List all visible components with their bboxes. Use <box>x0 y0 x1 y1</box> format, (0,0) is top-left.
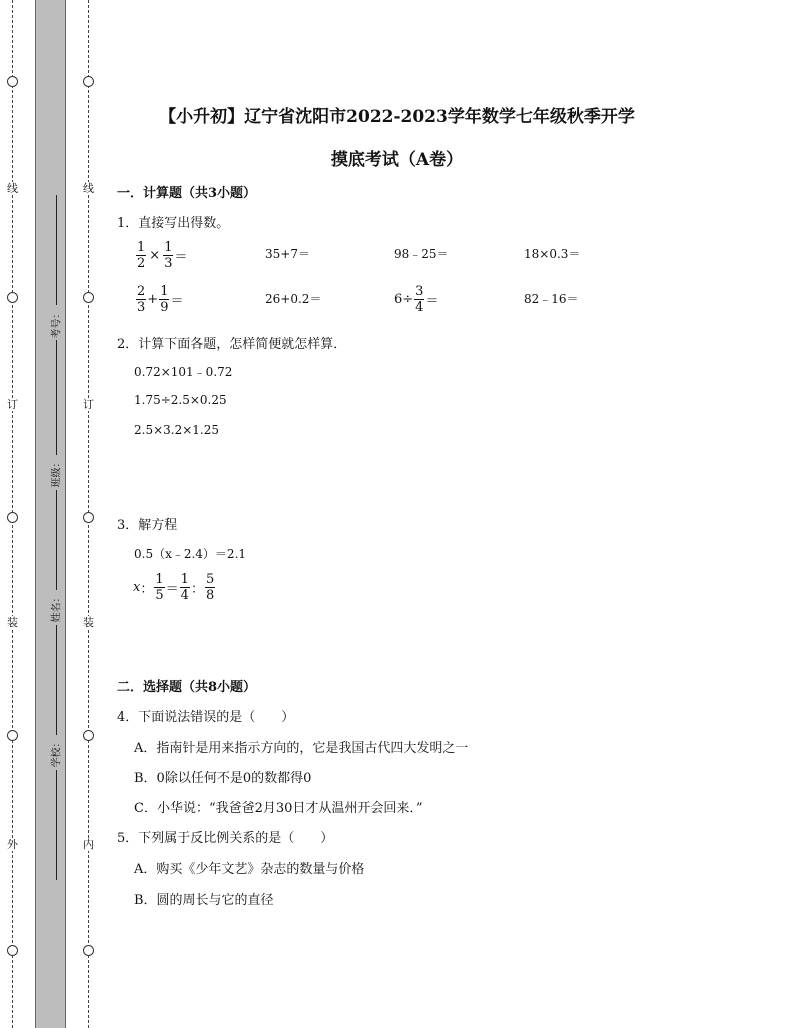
numerator: 1 <box>155 572 164 587</box>
field-label-name: 姓名： <box>51 592 63 623</box>
numerator: 5 <box>205 572 215 587</box>
q4-option-a: A．指南针是用来指示方向的，它是我国古代四大发明之一 <box>134 741 469 756</box>
binding-hole <box>7 292 18 303</box>
q5-option-a: A．购买《少年文艺》杂志的数量与价格 <box>134 862 365 877</box>
binding-hole <box>83 292 94 303</box>
section-heading-calculation: 一．计算题（共3小题） <box>117 186 257 201</box>
q1-item: 18×0.3＝ <box>524 247 581 261</box>
field-line <box>56 625 57 735</box>
fraction <box>163 240 173 271</box>
denominator: 4 <box>180 588 189 603</box>
equals-sign: ＝ <box>170 294 184 309</box>
binding-hole <box>83 945 94 956</box>
q3-equation-2 <box>133 572 216 603</box>
section-heading-choice: 二．选择题（共8小题） <box>117 680 257 695</box>
numerator: 1 <box>160 284 169 299</box>
margin-char-zhuang: 装 <box>83 616 94 629</box>
equals-sign: ＝ <box>425 294 439 309</box>
binding-hole <box>83 76 94 87</box>
fraction <box>205 572 215 603</box>
equals-sign: ＝ <box>174 250 188 265</box>
q4-option-c: C．小华说：“我爸爸2月30日才从温州开会回来．” <box>134 801 423 816</box>
margin-char-wai: 外 <box>7 838 18 851</box>
denominator: 9 <box>160 300 169 315</box>
denominator: 4 <box>415 300 424 315</box>
equals-sign: ＝ <box>165 582 179 597</box>
q1-item: 26+0.2＝ <box>265 292 322 306</box>
field-line <box>56 490 57 590</box>
operator: + <box>147 292 159 307</box>
margin-char-ding: 订 <box>7 398 18 411</box>
numerator: 1 <box>137 240 146 255</box>
field-line <box>56 340 57 455</box>
paper-title-line1: 【小升初】辽宁省沈阳市2022-2023学年数学七年级秋季开学 <box>159 107 635 127</box>
binding-hole <box>7 730 18 741</box>
field-label-class: 班级： <box>51 457 63 488</box>
q1-division-fraction <box>394 284 438 315</box>
margin-char-xian: 线 <box>83 182 94 195</box>
fraction <box>180 572 190 603</box>
margin-char-nei: 内 <box>83 838 94 851</box>
q1-item: 82﹣16＝ <box>524 292 579 306</box>
denominator: 2 <box>137 256 146 271</box>
fraction <box>159 284 169 315</box>
question-1-stem: 1．直接写出得数。 <box>117 216 230 231</box>
q1-item: 98﹣25＝ <box>394 247 449 261</box>
margin-char-ding: 订 <box>83 398 94 411</box>
margin-char-xian: 线 <box>7 182 18 195</box>
binding-hole <box>7 945 18 956</box>
denominator: 3 <box>164 256 173 271</box>
ratio-colon: ： <box>190 582 204 597</box>
fraction <box>154 572 164 603</box>
paper-title-line2: 摸底考试（A卷） <box>330 150 464 170</box>
q3-equation-1: 0.5（x﹣2.4）＝2.1 <box>134 547 247 561</box>
q1-fraction-sum <box>135 284 183 315</box>
binding-hole <box>83 730 94 741</box>
question-3-stem: 3．解方程 <box>117 518 178 533</box>
denominator: 3 <box>137 300 146 315</box>
numerator: 3 <box>415 284 424 299</box>
ratio-colon: ： <box>140 582 154 597</box>
margin-char-zhuang: 装 <box>7 616 18 629</box>
denominator: 8 <box>205 588 215 603</box>
fraction <box>136 284 146 315</box>
q1-item: 35+7＝ <box>265 247 310 261</box>
binding-hole <box>83 512 94 523</box>
fraction <box>414 284 424 315</box>
field-label-exam-number: 考号： <box>51 308 63 339</box>
binding-hole <box>7 512 18 523</box>
denominator: 5 <box>155 588 164 603</box>
q5-option-b: B．圆的周长与它的直径 <box>134 893 274 908</box>
field-line <box>56 195 57 305</box>
numerator: 2 <box>137 284 146 299</box>
question-2-stem: 2．计算下面各题，怎样简便就怎样算． <box>117 337 347 352</box>
question-5-stem: 5．下列属于反比例关系的是（ ） <box>117 831 334 846</box>
q4-option-b: B．0除以任何不是0的数都得0 <box>134 771 312 786</box>
q2-expression: 1.75÷2.5×0.25 <box>134 393 227 407</box>
q1-fraction-product <box>135 240 187 271</box>
field-line <box>56 770 57 880</box>
fraction <box>136 240 146 271</box>
q2-expression: 2.5×3.2×1.25 <box>134 423 219 437</box>
operator: × <box>149 248 161 263</box>
numerator: 1 <box>164 240 173 255</box>
q1-item-prefix: 6÷ <box>394 292 414 307</box>
q2-expression: 0.72×101﹣0.72 <box>134 365 233 379</box>
variable-x: x <box>133 580 141 595</box>
question-4-stem: 4．下面说法错误的是（ ） <box>117 710 295 725</box>
numerator: 1 <box>180 572 189 587</box>
binding-hole <box>7 76 18 87</box>
field-label-school: 学校： <box>51 737 63 768</box>
